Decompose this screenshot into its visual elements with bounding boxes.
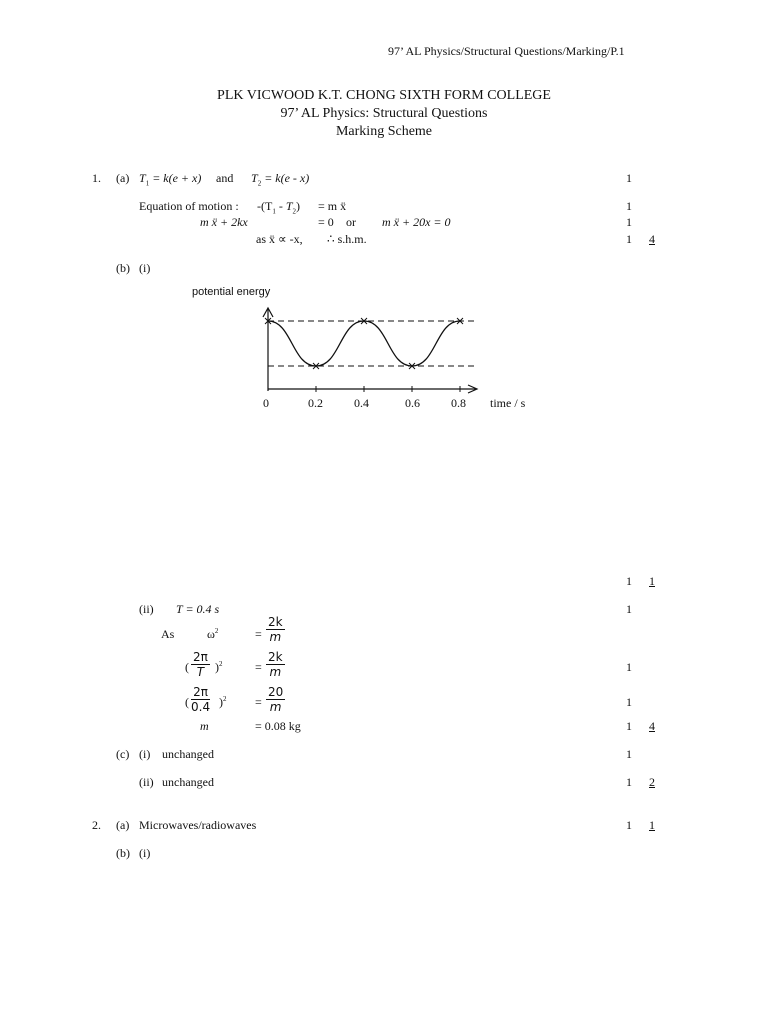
college-name: PLK VICWOOD K.T. CHONG SIXTH FORM COLLEGE — [217, 88, 551, 103]
mark: 1 — [626, 719, 632, 733]
equals-sign: = — [255, 660, 262, 674]
mark: 1 — [626, 232, 632, 246]
document-type: Marking Scheme — [335, 124, 433, 139]
fraction-2pi-over-0-4: $\frac{2\pi}{0.4}$ — [191, 685, 211, 714]
tick-label: 0.2 — [308, 396, 323, 410]
subpart-label: (i) — [139, 261, 151, 275]
tension-equation-1: $T_1 = k(e + x)$ — [139, 171, 202, 188]
part-total: 2 — [649, 775, 655, 789]
mark: 1 — [626, 747, 632, 761]
tick-label: 0 — [263, 396, 269, 410]
mark: 1 — [626, 199, 632, 213]
mark: 1 — [626, 818, 632, 832]
part-label: (b) — [116, 846, 130, 860]
subpart-label: (i) — [139, 747, 151, 761]
proportionality-statement: as ẍ ∝ -x, — [256, 232, 303, 246]
mark: 1 — [626, 171, 632, 185]
close-paren-squared: )$^2$ — [215, 660, 223, 674]
mark: 1 — [626, 602, 632, 616]
subpart-label: (i) — [139, 846, 151, 860]
question-number: 2. — [92, 818, 101, 832]
potential-energy-graph — [258, 303, 488, 398]
mark: 1 — [626, 215, 632, 229]
answer-text: unchanged — [162, 775, 214, 789]
mass-acceleration: = m ẍ — [318, 199, 347, 213]
part-label: (a) — [116, 818, 130, 832]
energy-curve — [268, 321, 460, 366]
shm-equation-rhs: m ẍ + 20x = 0 — [382, 215, 451, 229]
mass-value: = 0.08 kg — [255, 719, 301, 733]
tick-label: 0.4 — [354, 396, 369, 410]
curve-markers — [265, 318, 463, 369]
mark: 1 — [626, 574, 632, 588]
fraction-20-over-m: $\frac{20}{m}$ — [268, 685, 284, 714]
and-word: and — [216, 171, 234, 185]
as-word: As — [161, 627, 175, 641]
graph-x-label: time / s — [490, 396, 526, 410]
period-value: T = 0.4 s — [176, 602, 220, 616]
question-number: 1. — [92, 171, 101, 185]
open-paren: ( — [185, 660, 189, 674]
fraction-2pi-over-t: $\frac{2\pi}{T}$ — [193, 650, 208, 679]
part-total: 4 — [649, 232, 655, 246]
or-word: or — [346, 215, 356, 229]
equals-sign: = — [255, 627, 262, 641]
net-force-expression: $-(T_1 - T_2)$ — [257, 199, 301, 216]
shm-conclusion: ∴ s.h.m. — [327, 232, 367, 246]
shm-equation-mid: = 0 — [318, 215, 334, 229]
part-total: 1 — [649, 818, 655, 832]
subpart-label: (ii) — [139, 775, 154, 789]
shm-equation-lhs: m ẍ + 2kx — [200, 215, 248, 229]
mark: 1 — [626, 660, 632, 674]
answer-text: Microwaves/radiowaves — [139, 818, 257, 832]
tension-equation-2: $T_2 = k(e - x)$ — [251, 171, 310, 188]
part-label: (a) — [116, 171, 130, 185]
fraction-2k-over-m: $\frac{2k}{m}$ — [268, 615, 283, 644]
tick-label: 0.6 — [405, 396, 420, 410]
equation-of-motion-lead: Equation of motion : — [139, 199, 239, 213]
mark: 1 — [626, 695, 632, 709]
answer-text: unchanged — [162, 747, 214, 761]
part-label: (b) — [116, 261, 130, 275]
part-label: (c) — [116, 747, 130, 761]
subpart-label: (ii) — [139, 602, 154, 616]
page-reference: 97’ AL Physics/Structural Questions/Marking/P.1 — [388, 44, 625, 58]
graph-y-label: potential energy — [192, 286, 271, 298]
tick-label: 0.8 — [451, 396, 466, 410]
part-total: 1 — [649, 574, 655, 588]
paper-title: 97’ AL Physics: Structural Questions — [280, 106, 488, 121]
omega-squared: $\omega^2$ — [207, 627, 219, 641]
mass-symbol: m — [200, 719, 209, 733]
close-paren-squared: )$^2$ — [219, 695, 227, 709]
fraction-2k-over-m: $\frac{2k}{m}$ — [268, 650, 283, 679]
open-paren: ( — [185, 695, 189, 709]
equals-sign: = — [255, 695, 262, 709]
part-total: 4 — [649, 719, 655, 733]
mark: 1 — [626, 775, 632, 789]
